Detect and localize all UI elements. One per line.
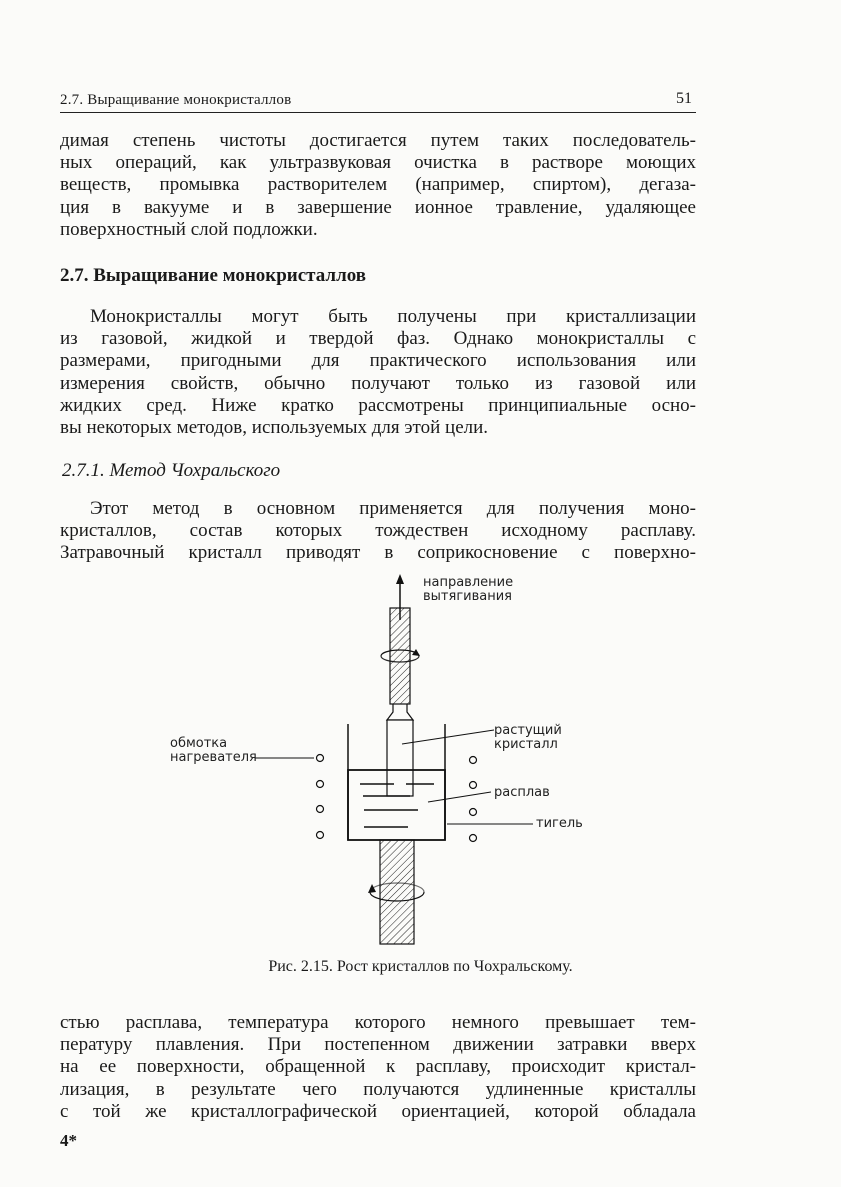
text-line: поверхностный слой подложки. bbox=[60, 218, 318, 240]
text-line: Монокристаллы могут быть получены при кристаллизации bbox=[90, 306, 696, 327]
text-line: стью расплава, температура которого немного превышает тем- bbox=[60, 1012, 696, 1033]
running-head bbox=[60, 88, 696, 113]
paragraph-continuation bbox=[60, 1012, 696, 1123]
seed-holder-rod bbox=[390, 608, 410, 704]
support-rod bbox=[380, 840, 414, 944]
running-head-title: 2.7. Выращивание монокристаллов bbox=[60, 92, 292, 108]
czochralski-diagram bbox=[150, 572, 650, 952]
subsection-heading: 2.7.1. Метод Чохральского bbox=[62, 460, 281, 481]
label-crucible: тигель bbox=[536, 816, 583, 831]
text-line: с той же кристаллографической ориентацией, которой обладала bbox=[60, 1100, 696, 1122]
label-heater-coil: обмотка нагревателя bbox=[170, 736, 257, 765]
label-growing-crystal: растущий кристалл bbox=[494, 723, 562, 752]
text-line: измерения свойств, обычно получают только из газовой или bbox=[60, 372, 696, 394]
text-line: Этот метод в основном применяется для получения моно- bbox=[90, 498, 696, 519]
text-line: вы некоторых методов, используемых для этой цели. bbox=[60, 417, 489, 439]
page-number: 51 bbox=[676, 90, 692, 107]
paragraph-single-crystals bbox=[60, 306, 696, 439]
paragraph-intro bbox=[60, 130, 696, 241]
text-line: на ее поверхности, обращенной к расплаву, происходит кристал- bbox=[60, 1056, 696, 1078]
melt-leader bbox=[428, 792, 491, 802]
section-heading: 2.7. Выращивание монокристаллов bbox=[60, 265, 367, 286]
text-line: из газовой, жидкой и твердой фаз. Однако монокристаллы с bbox=[60, 328, 696, 350]
text-line: димая степень чистоты достигается путем таких последователь- bbox=[60, 130, 696, 151]
paragraph-czochralski bbox=[60, 498, 696, 565]
seed-neck bbox=[387, 704, 413, 720]
label-pull-direction: направление вытягивания bbox=[423, 575, 514, 604]
label-melt: расплав bbox=[494, 785, 550, 800]
text-line: кристаллов, состав которых тождествен исходному расплаву. bbox=[60, 520, 696, 542]
text-line: жидких сред. Ниже кратко рассмотрены принципиальные осно- bbox=[60, 394, 696, 416]
pull-arrowhead bbox=[396, 574, 404, 584]
text-line: размерами, пригодными для практического использования или bbox=[60, 350, 696, 372]
figure-caption: Рис. 2.15. Рост кристаллов по Чохральскому. bbox=[268, 958, 573, 975]
text-line: Затравочный кристалл приводят в соприкосновение с поверхно- bbox=[60, 542, 696, 564]
text-line: ция в вакууме и в завершение ионное травление, удаляющее bbox=[60, 196, 696, 218]
signature-mark: 4* bbox=[60, 1131, 77, 1150]
text-line: веществ, промывка растворителем (например, спиртом), дегаза- bbox=[60, 174, 696, 196]
text-line: лизация, в результате чего получаются удлиненные кристаллы bbox=[60, 1078, 696, 1100]
text-line: пературу плавления. При постепенном движении затравки вверх bbox=[60, 1034, 696, 1056]
text-line: ных операций, как ультразвуковая очистка в растворе моющих bbox=[60, 152, 696, 174]
crystal-leader bbox=[402, 730, 494, 744]
